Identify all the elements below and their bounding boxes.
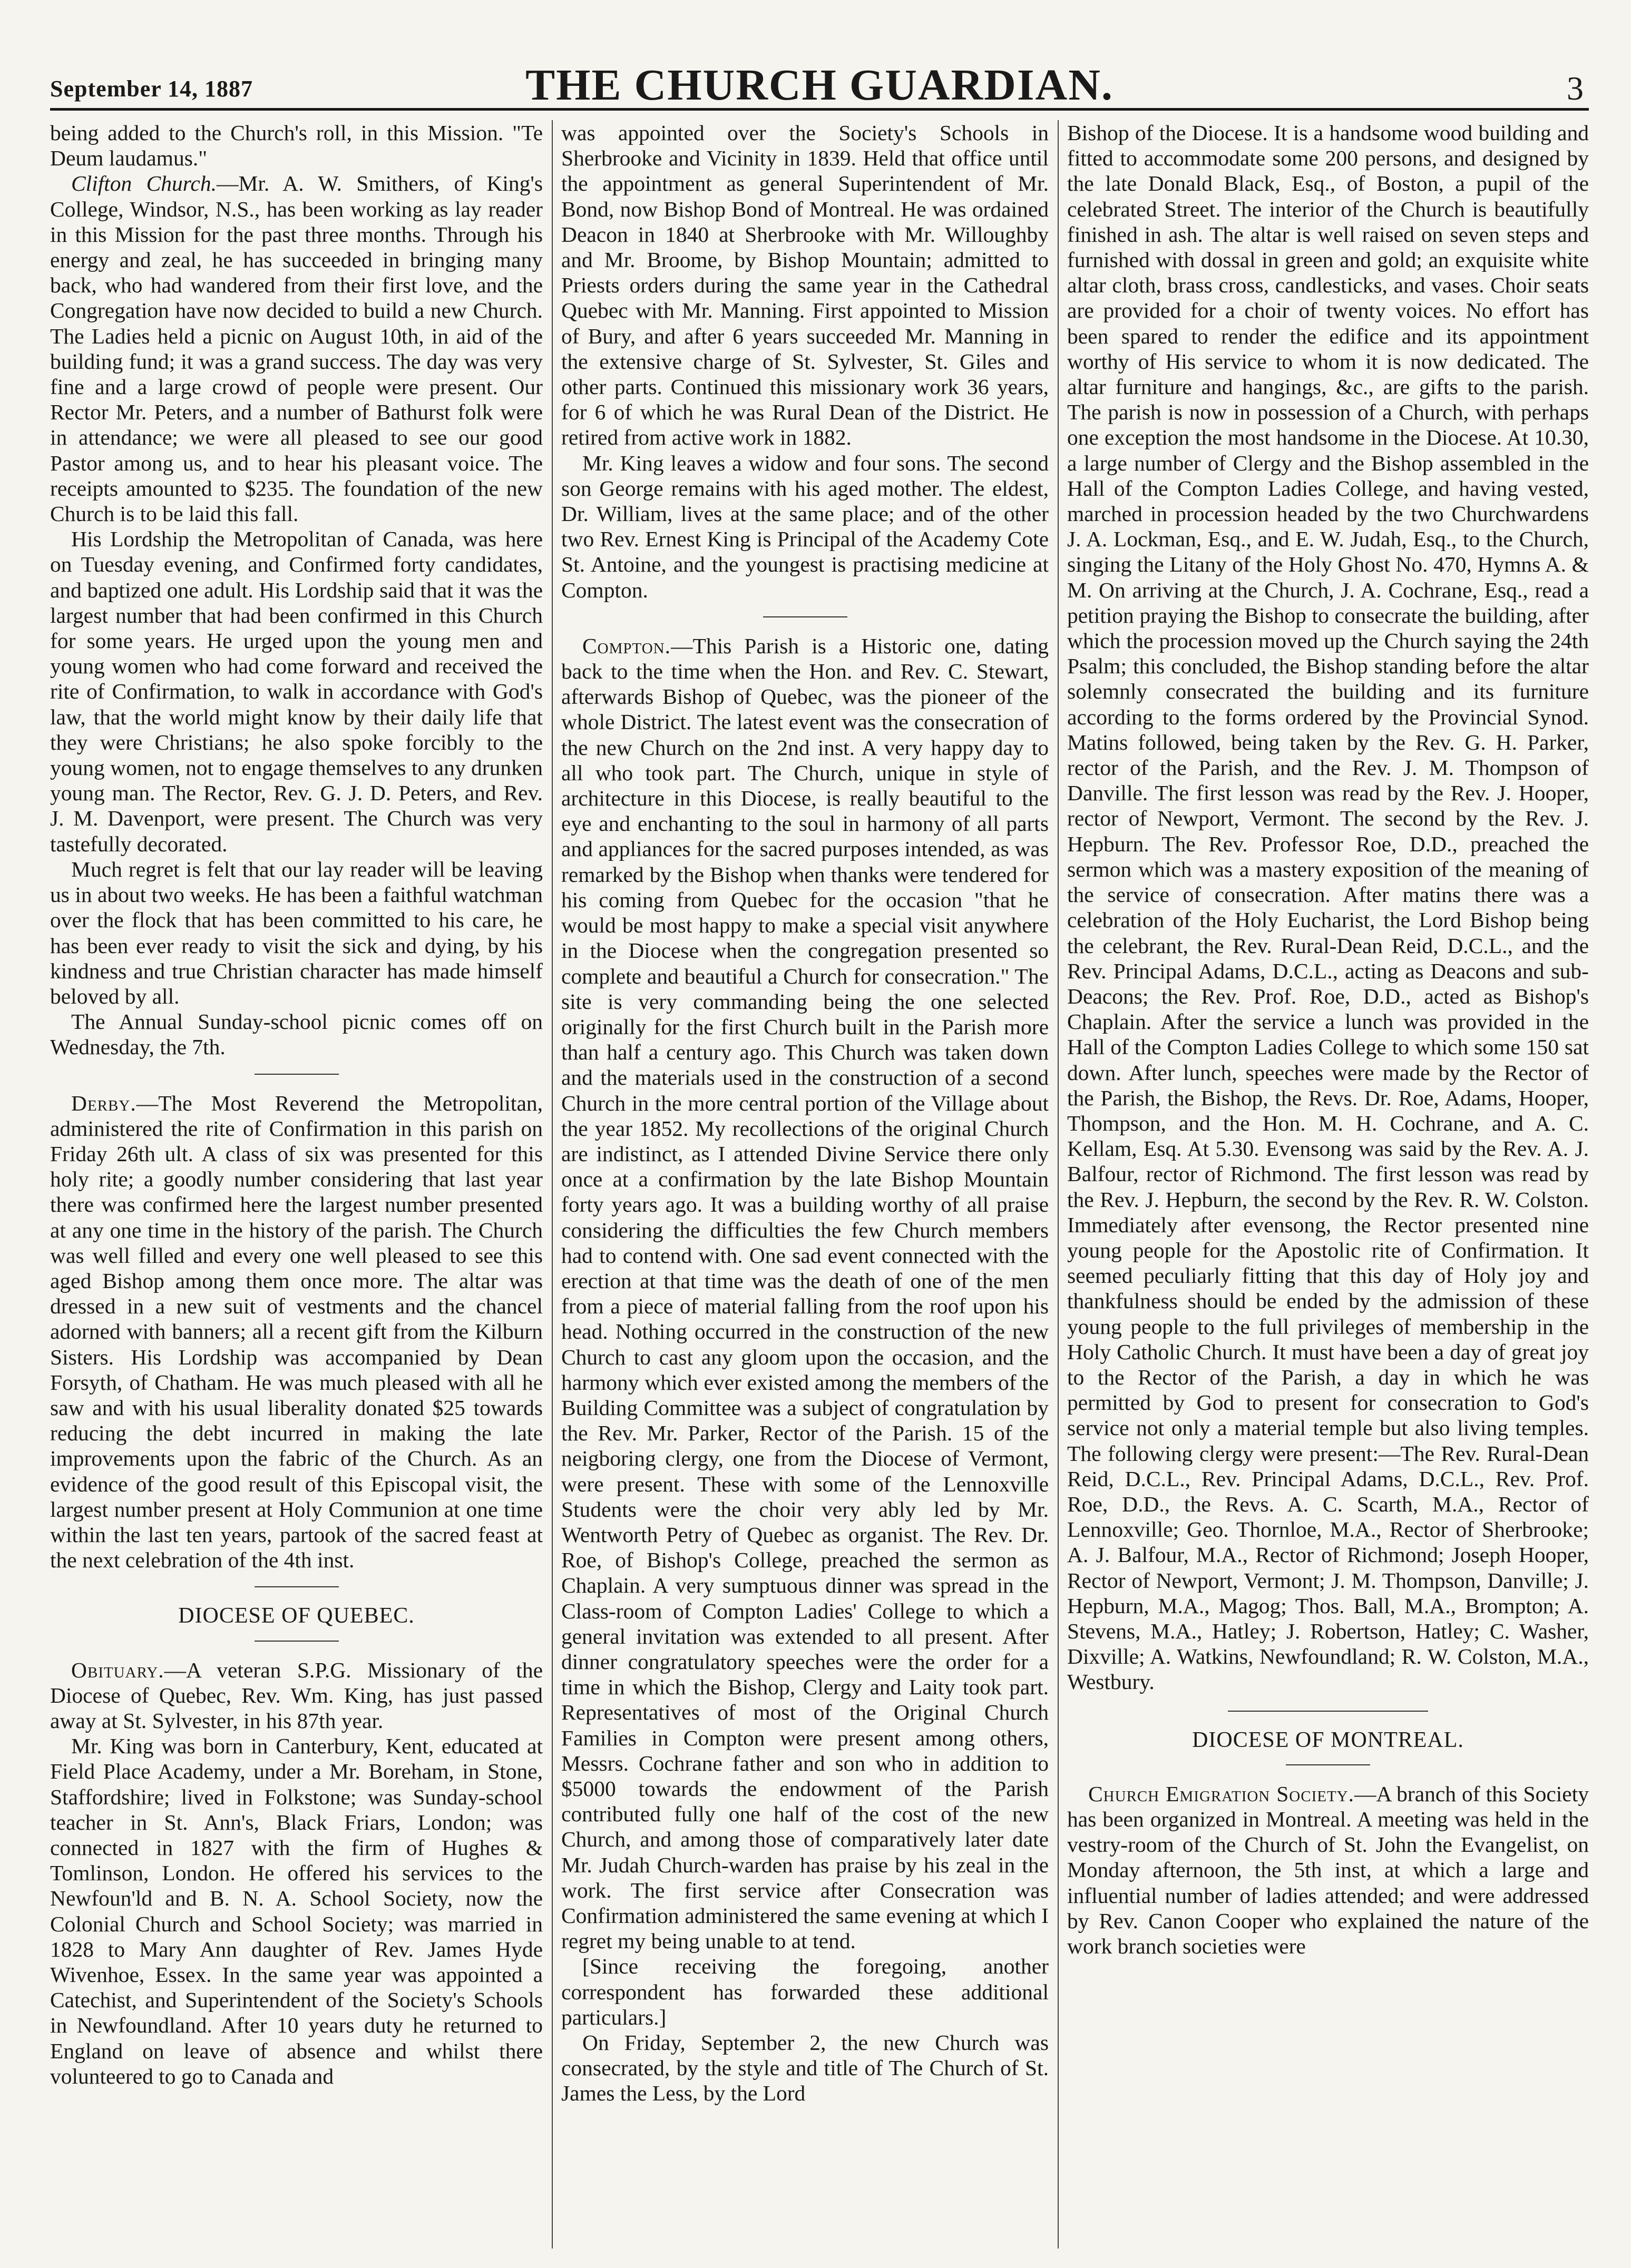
issue-date: September 14, 1887 xyxy=(50,76,253,102)
column-3 xyxy=(1067,120,1589,2249)
section-lead: Church Emigration Society. xyxy=(1088,1781,1354,1806)
column-divider xyxy=(1058,120,1059,2249)
article-paragraph: Mr. King was born in Canterbury, Kent, educated at Field Place Academy, under a Mr. Boreham, in Stone, Staffordshire; lived in Folkstone; was Sunday-school teacher in St. Ann's, Black Friars, London; was connected in 1827 with the firm of Hughes & Tomlinson, London. He offered his services to the Newfoun'ld and B. N. A. School Society, now the Colonial Church and School Society; was married in 1828 to Mary Ann daughter of Rev. James Hyde Wivenhoe, Essex. In the same year was appointed a Catechist, and Superintendent of the Society's Schools in Newfoundland. After 10 years duty he returned to England on leave of absence and whilst there volunteered to go to Canada and xyxy=(50,1734,543,2088)
article-paragraph: The Annual Sunday-school picnic comes off on Wednesday, the 7th. xyxy=(50,1009,543,1059)
article-paragraph: [Since receiving the foregoing, another correspondent has forwarded these additional particulars.] xyxy=(561,1954,1049,2029)
article-paragraph: On Friday, September 2, the new Church was consecrated, by the style and title of The Church of St. James the Less, by the Lord xyxy=(561,2030,1049,2106)
section-heading-quebec: DIOCESE OF QUEBEC. xyxy=(178,1604,415,1628)
section-lead: Obituary. xyxy=(71,1657,164,1682)
article-paragraph: was appointed over the Society's Schools in Sherbrooke and Vicinity in 1839. Held that office until the appointment as general Superintendent of Mr. Bond, now Bishop Bond of Montreal. He was ordained Deacon in 1840 at Sherbrooke with Mr. Willoughby and Mr. Broome, by Bishop Mountain; admitted to Priests orders during the same year in the Cathedral Quebec with Mr. Manning. First appointed to Mission of Bury, and after 6 years succeeded Mr. Manning in the extensive charge of St. Sylvester, St. Giles and other parts. Continued this missionary work 36 years, for 6 of which he was Rural Dean of the District. He retired from active work in 1882. xyxy=(561,121,1049,450)
article-paragraph: Derby.—The Most Reverend the Metropolitan, administered the rite of Confirmation in this parish on Friday 26th ult. A class of six was presented for this holy rite; a goodly number considering that last year there was confirmed here the largest number presented at any one time in the history of the parish. The Church was well filled and every one well pleased to see this aged Bishop among them once more. The altar was dressed in a new suit of vestments and the chancel adorned with banners; all a recent gift from the Kilburn Sisters. His Lordship was accompanied by Dean Forsyth, of Chatham. He was much pleased with all he saw and with his usual liberality donated $25 towards reducing the debt incurred in making the late improvements upon the fabric of the Church. As an evidence of the good result of this Episcopal visit, the largest number present at Holy Communion at one time within the last ten years, partook of the sacred feast at the next celebration of the 4th inst. xyxy=(50,1091,543,1573)
article-paragraph: Compton.—This Parish is a Historic one, dating back to the time when the Hon. and Rev. C. Stewart, afterwards Bishop of Quebec, was the pioneer of the whole District. The latest event was the consecration of the new Church on the 2nd inst. A very happy day to all who took part. The Church, unique in style of architecture in this Diocese, is really beautiful to the eye and enchanting to the soul in harmony of all parts and appliances for the sacred purposes intended, as was remarked by the Bishop when thanks were tendered for his coming from Quebec for the occasion "that he would be most happy to make a special visit anywhere in the Diocese when the congregation presented so complete and beautiful a Church for consecration." The site is very commanding being the one selected originally for the first Church built in the Parish more than half a century ago. This Church was taken down and the materials used in the construction of a second Church in the more central portion of the Village about the year 1852. My recollections of the original Church are indistinct, as I attended Divine Service there only once at a confirmation by the late Bishop Mountain forty years ago. It was a building worthy of all praise considering the difficulties the few Church members had to contend with. One sad event connected with the erection at that time was the death of one of the men from a piece of material falling from the roof upon his head. Nothing occurred in the construction of the new Church to cast any gloom upon the occasion, and the harmony which ever existed among the members of the Building Committee was a subject of congratulation by the Rev. Mr. Parker, Rector of the Parish. 15 of the neigboring clergy, one from the Diocese of Vermont, were present. These with some of the Lennoxville Students were the choir very ably led by Mr. Wentworth Petry of Quebec as organist. The Rev. Dr. Roe, of Bishop's College, preached the sermon as Chaplain. A very sumptuous dinner was spread in the Class-room of Compton Ladies' College to which a general invitation was extended to all present. After dinner congratulatory speeches were the order for a time in which the Bishop, Clergy and Laity took part. Representatives of most of the Original Church Families in Compton were present among others, Messrs. Cochrane father and son who in addition to $5000 towards the endowment of the Parish contributed fully one half of the cost of the new Church, and among those of comparatively later date Mr. Judah Church-warden has praise by his zeal in the work. The first service after Consecration was Confirmation administered the same evening at which I regret my being unable to at tend. xyxy=(561,633,1049,1953)
article-paragraph: being added to the Church's roll, in this Mission. "Te Deum laudamus." xyxy=(50,121,543,171)
article-paragraph: Church Emigration Society.—A branch of this Society has been organized in Montreal. A meeting was held in the vestry-room of the Church of St. John the Evangelist, on Monday afternoon, the 5th inst, at which a large and influential number of ladies attended; and were addressed by Rev. Canon Cooper who explained the nature of the work branch societies were xyxy=(1067,1781,1589,1959)
section-heading-montreal: DIOCESE OF MONTREAL. xyxy=(1192,1727,1464,1752)
article-paragraph: Clifton Church.—Mr. A. W. Smithers, of King's College, Windsor, N.S., has been working as lay reader in this Mission for the past three months. Through his energy and zeal, he has succeeded in bringing many back, who had wandered from their first love, and the Congregation have now decided to build a new Church. The Ladies held a picnic on August 10th, in aid of the building fund; it was a grand success. The day was very fine and a large crowd of people were present. Our Rector Mr. Peters, and a number of Bathurst folk were in attendance; we were all pleased to see our good Pastor among us, and to hear his pleasant voice. The receipts amounted to $235. The foundation of the new Church is to be laid this fall. xyxy=(50,171,543,526)
article-separator xyxy=(255,1641,339,1642)
article-paragraph: Bishop of the Diocese. It is a handsome wood building and fitted to accommodate some 200 persons, and designed by the late Donald Black, Esq., of Boston, a pupil of the celebrated Street. The interior of the Church is beautifully finished in ash. The altar is well raised on seven steps and furnished with dossal in green and gold; an exquisite white altar cloth, brass cross, candlesticks, and vases. Choir seats are provided for a choir of twenty voices. No effort has been spared to render the edifice and its appointment worthy of His service to whom it is now dedicated. The altar furniture and hangings, &c., are gifts to the parish. The parish is now in possession of a Church, with perhaps one exception the most handsome in the Diocese. At 10.30, a large number of Clergy and the Bishop assembled in the Hall of the Compton Ladies College, and having vested, marched in procession headed by the two Churchwardens J. A. Lockman, Esq., and E. W. Judah, Esq., to the Church, singing the Litany of the Holy Ghost No. 470, Hymns A. & M. On arriving at the Church, J. A. Cochrane, Esq., read a petition praying the Bishop to consecrate the building, after which the procession moved up the Church saying the 24th Psalm; this concluded, the Bishop standing before the altar solemnly consecrated the building and its furniture according to the forms ordered by the Provincial Synod. Matins followed, being taken by the Rev. G. H. Parker, rector of the Parish, and the Rev. J. M. Thompson of Danville. The first lesson was read by the Rev. J. Hooper, rector of Newport, Vermont. The second by the Rev. J. Hepburn. The Rev. Professor Roe, D.D., preached the sermon which was a mastery exposition of the meaning of the service of consecration. After matins there was a celebration of the Holy Eucharist, the Lord Bishop being the celebrant, the Rev. Rural-Dean Reid, D.C.L., and the Rev. Principal Adams, D.C.L., acting as Deacons and sub-Deacons; the Rev. Prof. Roe, D.D., acted as Bishop's Chaplain. After the service a lunch was provided in the Hall of the Compton Ladies College to which some 150 sat down. After lunch, speeches were made by the Rector of the Parish, the Bishop, the Revs. Dr. Roe, Adams, Hooper, Thompson, and the Hon. M. H. Cochrane, and A. C. Kellam, Esq. At 5.30. Evensong was said by the Rev. A. J. Balfour, rector of Richmond. The first lesson was read by the Rev. J. Hepburn, the second by the Rev. R. W. Colston. Immediately after evensong, the Rector presented nine young people for the Apostolic rite of Confirmation. It seemed peculiarly fitting that this day of Holy joy and thankfulness should be ended by the admission of these young people to the full privileges of membership in the Holy Catholic Church. It must have been a day of great joy to the Rector of the Parish, a day in which he was permitted by God to present for consecration to God's service not only a material temple but also living temples. The following clergy were present:—The Rev. Rural-Dean Reid, D.C.L., Rev. Principal Adams, D.C.L., Rev. Prof. Roe, D.D., the Revs. A. C. Scarth, M.A., Rector of Lennoxville; Geo. Thornloe, M.A., Rector of Sherbrooke; A. J. Balfour, M.A., Rector of Richmond; Joseph Hooper, Rector of Newport, Vermont; J. M. Thompson, Danville; J. Hepburn, M.A., Magog; Thos. Ball, M.A., Brompton; A. Stevens, M.A., Hatley; J. Robertson, Hatley; C. Washer, Dixville; A. Watkins, Newfoundland; R. W. Colston, M.A., Westbury. xyxy=(1067,121,1589,1694)
column-2 xyxy=(561,120,1049,2249)
newspaper-title: THE CHURCH GUARDIAN. xyxy=(525,61,1114,110)
article-separator xyxy=(255,1586,339,1587)
column-1 xyxy=(50,120,543,2249)
article-paragraph: Obituary.—A veteran S.P.G. Missionary of the Diocese of Quebec, Rev. Wm. King, has just passed away at St. Sylvester, in his 87th year. xyxy=(50,1657,543,1733)
section-lead: Compton. xyxy=(582,633,671,658)
article-separator xyxy=(255,1074,339,1075)
masthead xyxy=(50,50,1589,111)
column-divider xyxy=(552,120,553,2249)
article-paragraph: Mr. King leaves a widow and four sons. The second son George remains with his aged mother. The eldest, Dr. William, lives at the same place; and of the other two Rev. Ernest King is Principal of the Academy Cote St. Antoine, and the youngest is practising medicine at Compton. xyxy=(561,450,1049,602)
article-separator xyxy=(1286,1764,1370,1765)
section-lead: Clifton Church. xyxy=(71,171,217,196)
article-separator xyxy=(1228,1711,1428,1712)
article-paragraph: His Lordship the Metropolitan of Canada, was here on Tuesday evening, and Confirmed forty candidates, and baptized one adult. His Lordship said that it was the largest number that had been confirmed in this Church for some years. He urged upon the young men and young women who had come forward and received the rite of Confirmation, to walk in accordance with God's law, that the world might know by their daily life that they were Christians; he also spoke forcibly to the young women, not to engage themselves to any drunken young man. The Rector, Rev. G. J. D. Peters, and Rev. J. M. Davenport, were present. The Church was very tastefully decorated. xyxy=(50,527,543,856)
page-number: 3 xyxy=(1567,70,1584,107)
article-separator xyxy=(763,616,847,617)
article-paragraph: Much regret is felt that our lay reader will be leaving us in about two weeks. He has been a faithful watchman over the flock that has been committed to his care, he has been ever ready to visit the sick and dying, by his kindness and true Christian character has made himself beloved by all. xyxy=(50,857,543,1008)
section-lead: Derby. xyxy=(71,1091,136,1115)
